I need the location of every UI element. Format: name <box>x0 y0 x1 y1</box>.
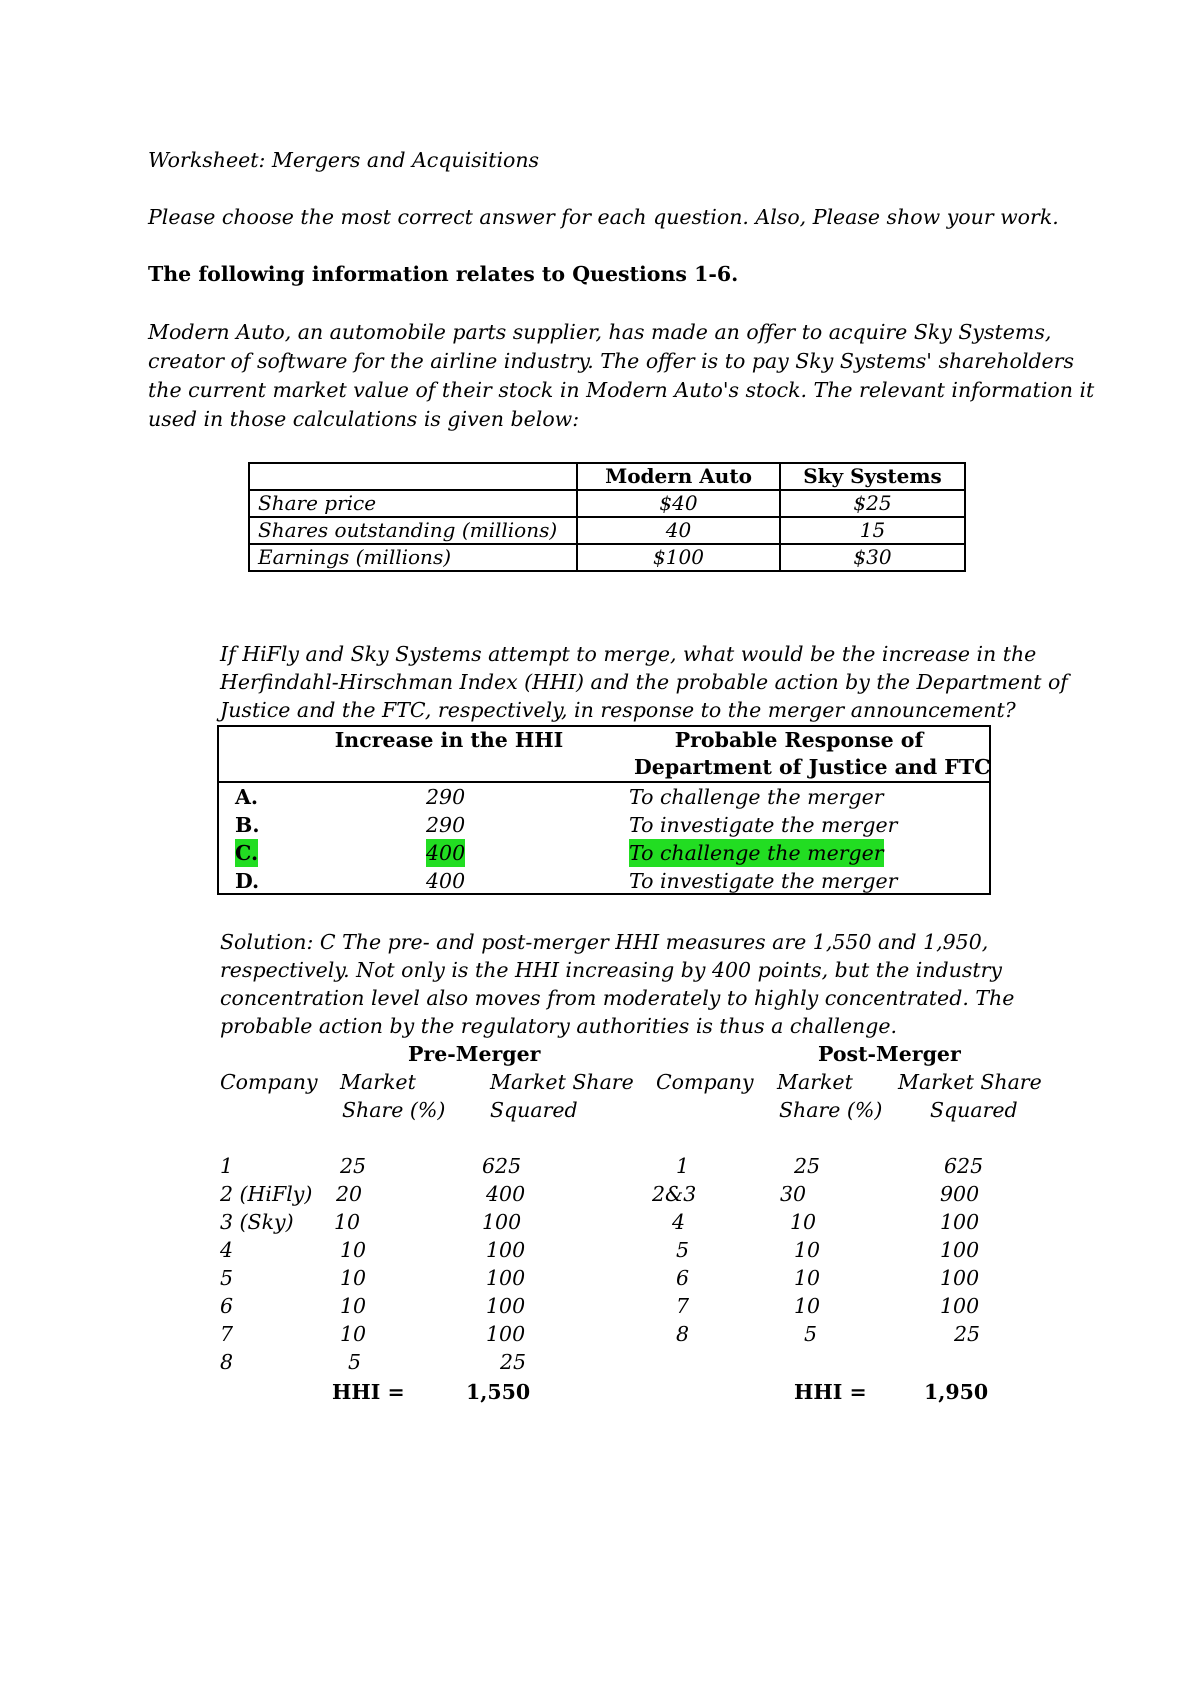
col-share: Share (%) <box>779 1098 883 1122</box>
post-squared: 100 <box>940 1266 980 1290</box>
pre-company: 5 <box>220 1266 234 1290</box>
post-share: 10 <box>794 1294 821 1318</box>
intro-line: Modern Auto, an automobile parts supplier, has made an offer to acquire Sky Systems, <box>148 320 1052 344</box>
post-share: 5 <box>804 1322 818 1346</box>
pre-company: 1 <box>220 1154 234 1178</box>
pre-merger-title: Pre-Merger <box>408 1042 541 1066</box>
table-header-row <box>249 463 965 490</box>
pre-share: 10 <box>340 1266 367 1290</box>
post-company: 5 <box>676 1238 690 1262</box>
option-response: To challenge the merger <box>629 785 884 809</box>
post-share: 10 <box>794 1238 821 1262</box>
pre-hhi-total: 1,550 <box>466 1380 531 1404</box>
option-row-a[interactable] <box>219 783 989 811</box>
option-hhi: 290 <box>426 785 466 809</box>
option-row-d[interactable] <box>219 867 989 895</box>
header-response-line1: Probable Response of <box>674 728 924 752</box>
pre-share: 20 <box>336 1182 363 1206</box>
pre-squared: 100 <box>486 1266 526 1290</box>
row-label: Share price <box>249 490 577 517</box>
header-response-line2: Department of Justice and FTC <box>634 755 991 779</box>
post-hhi-label: HHI = <box>794 1380 867 1404</box>
question-line: Justice and the FTC, respectively, in response to the merger announcement? <box>220 698 1016 722</box>
post-company: 8 <box>676 1322 690 1346</box>
col-squared: Market Share <box>490 1070 634 1094</box>
pre-squared: 625 <box>482 1154 522 1178</box>
cell-value: $30 <box>780 544 965 571</box>
post-company: 7 <box>676 1294 690 1318</box>
cell-value: $25 <box>780 490 965 517</box>
table-row <box>249 490 965 517</box>
pre-share: 10 <box>334 1210 361 1234</box>
header-modern-auto: Modern Auto <box>577 463 780 490</box>
post-share: 10 <box>790 1210 817 1234</box>
post-merger-title: Post-Merger <box>818 1042 961 1066</box>
post-squared: 100 <box>940 1238 980 1262</box>
option-letter: A. <box>235 785 259 809</box>
section-heading: The following information relates to Questions 1-6. <box>148 262 739 286</box>
row-label: Shares outstanding (millions) <box>249 517 577 544</box>
post-hhi-total: 1,950 <box>924 1380 989 1404</box>
post-company: 1 <box>676 1154 690 1178</box>
post-share: 10 <box>794 1266 821 1290</box>
post-squared: 900 <box>940 1182 980 1206</box>
pre-squared: 25 <box>500 1350 527 1374</box>
solution-line: concentration level also moves from moderately to highly concentrated. The <box>220 986 1015 1010</box>
cell-value: $40 <box>577 490 780 517</box>
company-info-table <box>248 462 966 572</box>
pre-squared: 100 <box>486 1322 526 1346</box>
table-row <box>249 544 965 571</box>
pre-squared: 100 <box>486 1294 526 1318</box>
cell-value: $100 <box>577 544 780 571</box>
col-company: Company <box>220 1070 318 1094</box>
pre-company: 7 <box>220 1322 234 1346</box>
pre-company: 6 <box>220 1294 234 1318</box>
worksheet-title: Worksheet: Mergers and Acquisitions <box>148 148 540 172</box>
answer-options-table <box>217 725 991 895</box>
row-label: Earnings (millions) <box>249 544 577 571</box>
pre-hhi-label: HHI = <box>332 1380 405 1404</box>
pre-share: 10 <box>340 1238 367 1262</box>
pre-company: 3 (Sky) <box>220 1210 294 1234</box>
table-row <box>249 517 965 544</box>
cell-value: 15 <box>780 517 965 544</box>
solution-line: respectively. Not only is the HHI increasing by 400 points, but the industry <box>220 958 1003 982</box>
intro-line: the current market value of their stock in Modern Auto's stock. The relevant information it <box>148 378 1095 402</box>
col-squared: Market Share <box>898 1070 1042 1094</box>
post-company: 6 <box>676 1266 690 1290</box>
header-hhi-increase: Increase in the HHI <box>334 728 564 752</box>
post-squared: 100 <box>940 1210 980 1234</box>
header-cell-empty <box>249 463 577 490</box>
col-share: Market <box>340 1070 416 1094</box>
instructions: Please choose the most correct answer for each question. Also, Please show your work. <box>148 205 1059 229</box>
pre-share: 25 <box>340 1154 367 1178</box>
pre-squared: 100 <box>482 1210 522 1234</box>
option-row-c[interactable] <box>219 839 989 867</box>
pre-company: 4 <box>220 1238 234 1262</box>
post-squared: 625 <box>944 1154 984 1178</box>
pre-share: 10 <box>340 1322 367 1346</box>
answer-table-header <box>219 727 989 783</box>
col-share: Share (%) <box>342 1098 446 1122</box>
intro-line: used in those calculations is given below: <box>148 407 580 431</box>
pre-company: 8 <box>220 1350 234 1374</box>
option-hhi: 400 <box>426 841 466 865</box>
option-response: To challenge the merger <box>629 841 884 865</box>
post-company: 2&3 <box>652 1182 697 1206</box>
col-squared: Squared <box>930 1098 1018 1122</box>
post-squared: 100 <box>940 1294 980 1318</box>
pre-squared: 400 <box>486 1182 526 1206</box>
solution-line: Solution: C The pre- and post-merger HHI measures are 1,550 and 1,950, <box>220 930 989 954</box>
pre-squared: 100 <box>486 1238 526 1262</box>
option-letter: D. <box>235 869 260 893</box>
col-share: Market <box>777 1070 853 1094</box>
option-response: To investigate the merger <box>629 869 898 893</box>
option-response: To investigate the merger <box>629 813 898 837</box>
intro-line: creator of software for the airline industry. The offer is to pay Sky Systems' shareholders <box>148 349 1075 373</box>
col-squared: Squared <box>490 1098 578 1122</box>
question-line: Herfindahl-Hirschman Index (HHI) and the probable action by the Department of <box>220 670 1068 694</box>
option-hhi: 290 <box>426 813 466 837</box>
cell-value: 40 <box>577 517 780 544</box>
pre-company: 2 (HiFly) <box>220 1182 313 1206</box>
post-company: 4 <box>672 1210 686 1234</box>
post-share: 30 <box>780 1182 807 1206</box>
pre-share: 10 <box>340 1294 367 1318</box>
option-letter: C. <box>235 841 259 865</box>
question-line: If HiFly and Sky Systems attempt to merge, what would be the increase in the <box>220 642 1037 666</box>
col-company: Company <box>656 1070 754 1094</box>
option-row-b[interactable] <box>219 811 989 839</box>
option-letter: B. <box>235 813 260 837</box>
option-hhi: 400 <box>426 869 466 893</box>
post-squared: 25 <box>954 1322 981 1346</box>
solution-line: probable action by the regulatory authorities is thus a challenge. <box>220 1014 897 1038</box>
header-sky-systems: Sky Systems <box>780 463 965 490</box>
post-share: 25 <box>794 1154 821 1178</box>
pre-share: 5 <box>348 1350 362 1374</box>
